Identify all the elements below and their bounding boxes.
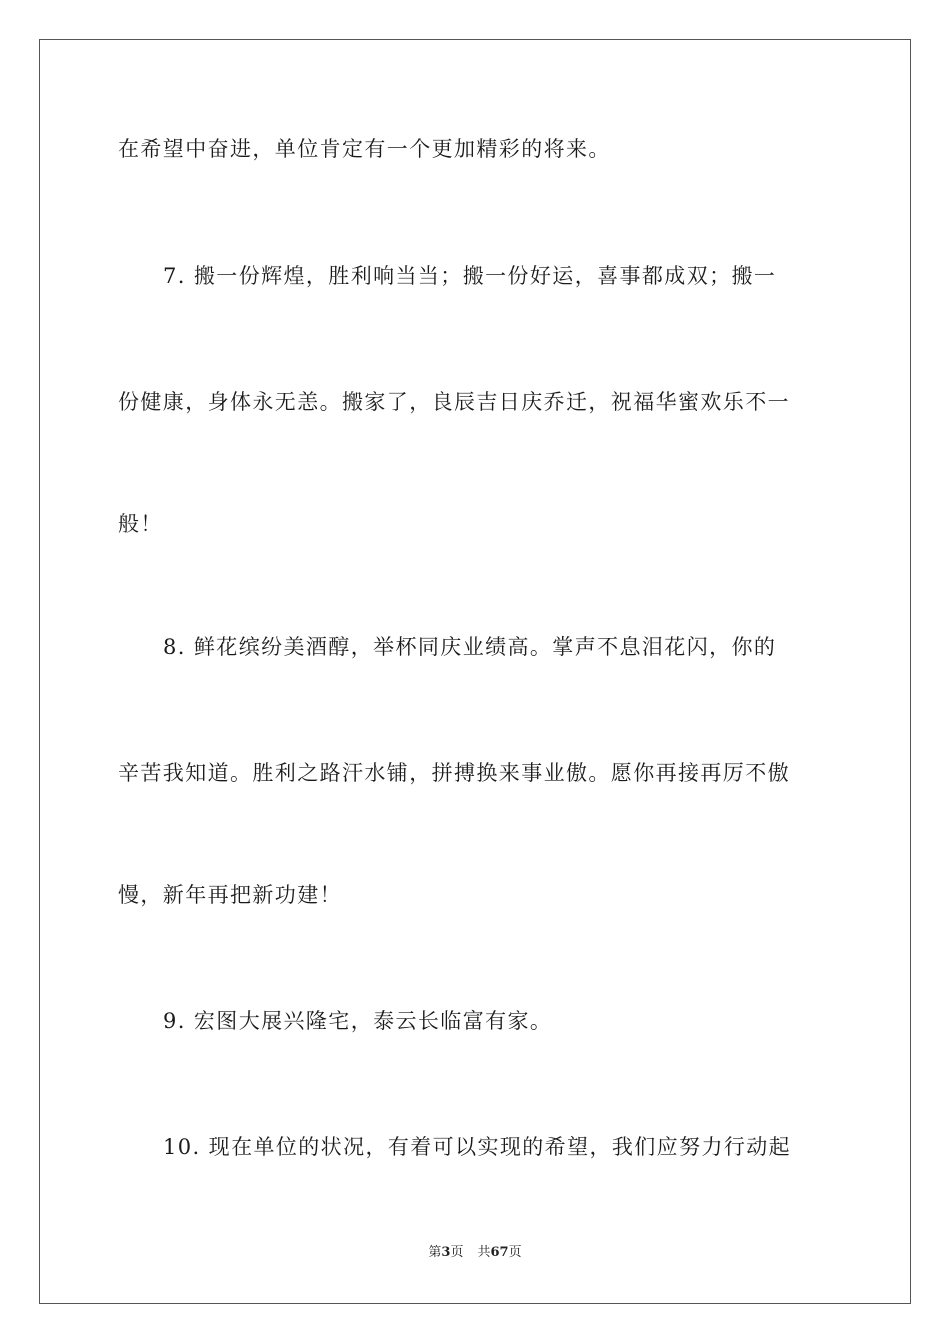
page-prefix: 第 <box>428 1245 442 1260</box>
list-item-7: 7. 搬一份辉煌，胜利响当当；搬一份好运，喜事都成双；搬一 <box>163 264 777 288</box>
total-prefix: 共 <box>477 1245 491 1260</box>
page-number: 3 <box>441 1245 451 1260</box>
text-line: 在希望中奋进，单位肯定有一个更加精彩的将来。 <box>118 137 611 161</box>
list-item-10: 10. 现在单位的状况，有着可以实现的希望，我们应努力行动起 <box>163 1135 792 1159</box>
total-pages: 67 <box>490 1245 509 1260</box>
text-line: 慢，新年再把新功建！ <box>118 883 342 907</box>
total-suffix: 页 <box>508 1245 522 1260</box>
page-border <box>39 39 911 1304</box>
page-footer <box>0 1244 950 1262</box>
text-line: 辛苦我知道。胜利之路汗水铺，拼搏换来事业傲。愿你再接再厉不傲 <box>118 761 790 785</box>
text-line: 般！ <box>118 512 163 536</box>
list-item-9: 9. 宏图大展兴隆宅，泰云长临富有家。 <box>163 1009 553 1033</box>
list-item-8: 8. 鲜花缤纷美酒醇，举杯同庆业绩高。掌声不息泪花闪，你的 <box>163 635 777 659</box>
text-line: 份健康，身体永无恙。搬家了，良辰吉日庆乔迁，祝福华蜜欢乐不一 <box>118 390 790 414</box>
page-suffix: 页 <box>450 1245 464 1260</box>
